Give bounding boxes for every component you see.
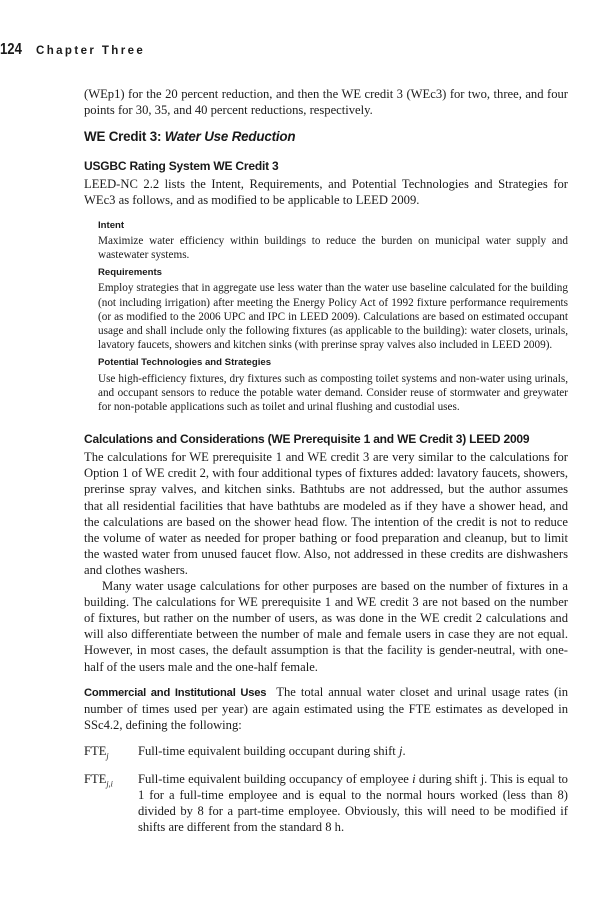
definition-term: $FTE_j$	[84, 743, 109, 761]
intent-text: Maximize water efficiency within buildings to reduce the burden on municipal water supply and wastewater systems.	[98, 234, 568, 261]
running-header	[0, 41, 145, 63]
page-number: 124	[0, 41, 22, 58]
definition-term: $FTE_{j,i}$	[84, 771, 113, 789]
usgbc-heading: USGBC Rating System WE Credit 3	[84, 159, 279, 174]
commercial-heading: Commercial and Institutional Uses	[84, 686, 267, 699]
requirements-text: Employ strategies that in aggregate use less water than the water use baseline calculated for the building (not including irrigation) after meeting the Energy Policy Act of 1992 fixture performance requirements (or as modified to the 2006 UPC and IPC in LEED 2009). Calculations are based on estimated occupant usage and shall include only the following fixtures (as applicable to the building): water closets, urinals, lavatory faucets, showers and kitchen sinks (with prerinse spray valves also included in LEED 2009).	[98, 282, 568, 352]
calculations-section	[84, 431, 568, 674]
usgbc-paragraph: LEED-NC 2.2 lists the Intent, Requirements, and Potential Technologies and Strategies for WEc3 as follows, and as modified to be applicable to LEED 2009.	[84, 177, 568, 208]
definition-item	[84, 743, 568, 765]
commercial-paragraph	[84, 684, 568, 733]
intent-heading: Intent	[98, 219, 125, 231]
potential-heading: Potential Technologies and Strategies	[98, 357, 272, 369]
intro-paragraph: (WEp1) for the 20 percent reduction, and then the WE credit 3 (WEc3) for two, three, and four points for 30, 35, and 40 percent reductions, respectively.	[84, 87, 568, 118]
section-heading-title: Water Use Reduction	[164, 129, 296, 145]
page-body	[84, 86, 568, 841]
chapter-label: Chapter Three	[36, 45, 146, 57]
definition-text: Full-time equivalent building occupant during shift j.	[138, 743, 406, 758]
potential-text: Use high-efficiency fixtures, dry fixtures such as composting toilet systems and non-water using urinals, and occupant sensors to reduce the potable water demand. Consider reuse of stormwater and greywater for non-potable applications such as toilet and urinal flushing and custodial uses.	[98, 372, 568, 413]
commercial-text: The total annual water closet and urinal usage rates (in number of times used per year) are again estimated using the FTE estimates as developed in SSc4.2, defining the following:	[84, 684, 568, 732]
calculations-paragraph-2: Many water usage calculations for other purposes are based on the number of fixtures in a building. The calculations for WE prerequisite 1 and WE credit 3 are not based on the number of fixtures, but rather on the number of users, as was done in the WE credit 2 calculations and will also differentiate between the number of male and female users in case they are not equal. However, in most cases, the default assumption is that the facility is gender-neutral, with one-half of the users male and the one-half female.	[84, 579, 568, 674]
credit-requirements-box	[98, 219, 568, 415]
definition-text: Full-time equivalent building occupancy of employee i during shift j. This is equal to 1 for a full-time employee and is equal to the normal hours worked (less than 8) divided by 8 for a part-time employee. Obviously, this will need to be modified if shifts are different from the standard 8 h.	[138, 771, 568, 834]
section-heading-prefix: WE Credit 3:	[84, 129, 165, 145]
calculations-paragraph-1: The calculations for WE prerequisite 1 and WE credit 3 are very similar to the calculations for Option 1 of WE credit 2, with four additional types of fixtures added: lavatory faucets, showers, prerinse spray valves, and kitchen sinks. Bathtubs are not addressed, but the author assumes that all residential facilities that have bathtubs are modeled as if they have a shower head, and the calculations are based on the shower head flow. The intention of the credit is not to reduce the volume of water as needed for proper bathing or food preparation and cleanup, but to limit the wasted water from unused faucet flow. Also, not addressed in these credits are dishwashers and clothes washers.	[84, 450, 568, 577]
calculations-heading: Calculations and Considerations (WE Prerequisite 1 and WE Credit 3) LEED 2009	[84, 432, 530, 447]
section-heading	[84, 129, 568, 145]
definitions-list	[84, 743, 568, 835]
requirements-heading: Requirements	[98, 267, 162, 279]
definition-item	[84, 771, 568, 835]
